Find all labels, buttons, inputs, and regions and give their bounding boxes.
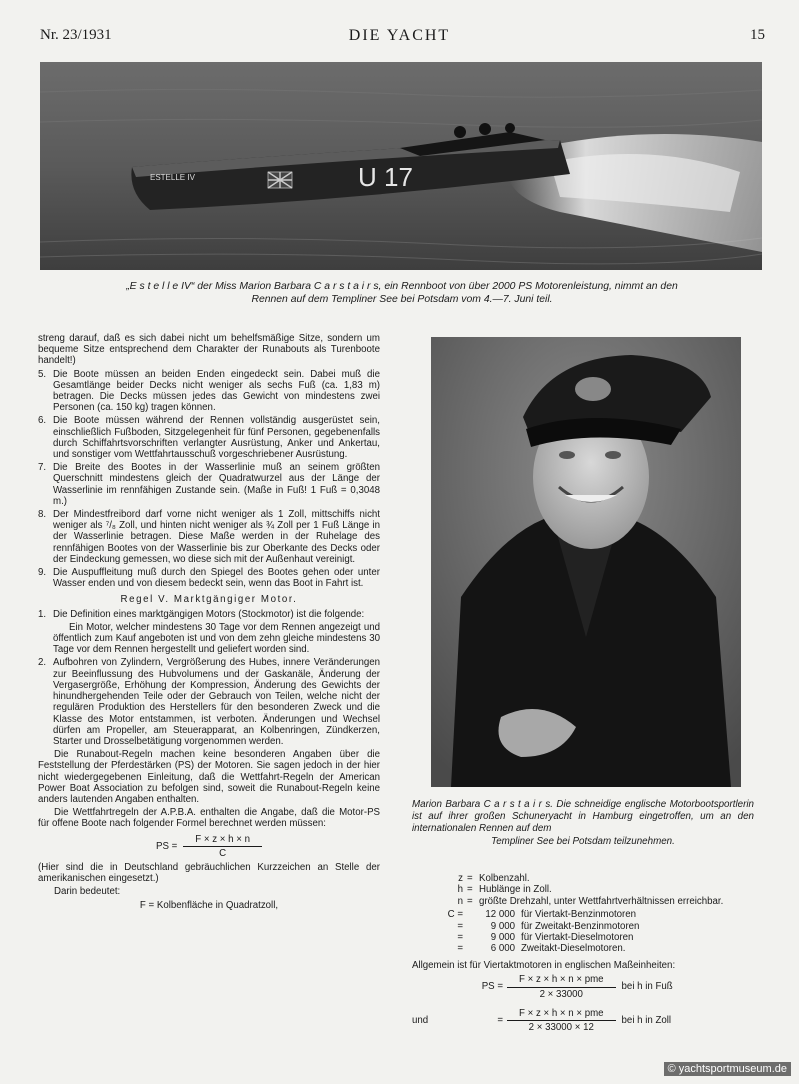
apba-paragraph: Die Wettfahrtregeln der A.P.B.A. enthalten die Angabe, daß die Motor-PS für offene Boote nach folgender Formel berechnet werden müssen: — [38, 807, 380, 830]
formula-lhs: PS = — [156, 840, 178, 852]
formula-fraction — [507, 974, 616, 1000]
rule-item — [38, 369, 380, 414]
constant-text: für Viertakt-Dieselmotoren — [521, 932, 634, 944]
constant-symbol: = — [457, 943, 463, 955]
portrait-caption-line-1: Marion Barbara C a r s t a i r s. Die schneidige englische Motorbootsportlerin ist auf ihrer großen Schuneryacht in Hamburg eingetroffen, um an den internationalen Rennen auf dem — [412, 799, 754, 835]
definition-quote: Ein Motor, welcher mindestens 30 Tage vor dem Rennen angezeigt und öffentlich zum Kauf angeboten ist und von dem zehn gleiche mindestens 30 Tage vor dem Rennen hergestellt und geliefert worden sind. — [53, 621, 380, 656]
right-text-column — [412, 873, 762, 1034]
constant-value: 6 000 — [490, 943, 515, 955]
formula-numerator: F × z × h × n — [183, 834, 262, 847]
formula-numerator: F × z × h × n × pme — [507, 974, 616, 987]
boat-caption-line-2: Rennen auf dem Templiner See bei Potsdam vom 4.—7. Juni teil. — [251, 294, 553, 305]
watermark: © yachtsportmuseum.de — [664, 1062, 791, 1076]
ps-formula — [38, 834, 380, 859]
formula-und: und — [412, 1015, 429, 1027]
rule-item — [38, 567, 380, 589]
magazine-title: DIE YACHT — [348, 27, 451, 44]
rule-item — [38, 415, 380, 460]
runabout-paragraph: Die Runabout-Regeln machen keine besonderen Angaben über die Feststellung der Pferdestärken (PS) der Motoren. Sie sagen jedoch in der hier nicht wiedergegebenen Einleitung, daß die Wettfahrt-Regeln der American Power Boat Association zu befolgen sind, soweit die Runabout-Regeln keine anders lautenden Angaben enthalten. — [38, 749, 380, 805]
rule-number: 5. — [38, 368, 47, 380]
left-text-column — [38, 333, 380, 913]
constant-value: 9 000 — [490, 932, 515, 944]
constant-row — [412, 932, 762, 943]
definition-symbol: h — [457, 884, 463, 896]
rule-number: 6. — [38, 415, 47, 427]
rule-item — [38, 462, 380, 507]
formula-eq: = — [497, 1015, 503, 1027]
motor-rule-item — [38, 657, 380, 747]
intro-paragraph: streng darauf, daß es sich dabei nicht um behelfsmäßige Sitze, sondern um bequeme Sitze entsprechend dem Charakter der Runabouts als Turenboote handelt!) — [38, 333, 380, 367]
rule-number: 7. — [38, 462, 47, 474]
rule-item — [38, 509, 380, 565]
ps-formula-feet — [412, 974, 762, 1000]
constant-row — [412, 943, 762, 954]
constant-symbol: = — [457, 932, 463, 944]
definition-row: h = Hublänge in Zoll. — [412, 884, 762, 895]
formula-fraction — [183, 834, 262, 859]
formula-denominator: C — [219, 847, 227, 859]
formula-numerator: F × z × h × n × pme — [507, 1008, 616, 1021]
boat-caption-line-1: „E s t e l l e IV“ der Miss Marion Barbara C a r s t a i r s, ein Rennboot von über 2000 PS Motorenleistung, nimmt an den — [126, 281, 678, 292]
constant-symbol: = — [457, 920, 463, 932]
hull-name-label: ESTELLE IV — [150, 173, 195, 182]
rule-number: 2. — [38, 657, 47, 669]
rule-number: 8. — [38, 509, 47, 521]
constant-row — [412, 909, 762, 920]
rule-number: 1. — [38, 608, 47, 620]
racing-boat-photo — [40, 62, 762, 270]
abbreviation-note: (Hier sind die in Deutschland gebräuchlichen Kurzzeichen an Stelle der amerikanischen eingesetzt.) — [38, 861, 380, 885]
constant-row — [412, 921, 762, 932]
constant-text: für Viertakt-Benzinmotoren — [521, 909, 637, 921]
formula-lhs: PS = — [481, 981, 503, 993]
rule-text: Die Definition eines marktgängigen Motors (Stockmotor) ist die folgende: — [53, 608, 365, 620]
ps-formula-inches — [412, 1008, 762, 1034]
formula-denominator: 2 × 33000 — [539, 988, 583, 1000]
definition-row: n = größte Drehzahl, unter Wettfahrtverhältnissen erreichbar. — [412, 896, 762, 907]
rule-text: Die Boote müssen während der Rennen vollständig ausgerüstet sein, einschließlich Fußboden, Sitzgelegenheit für fünf Personen, gegebenenfalls durch Schiffahrtsvorschriften verlangter Ausrüstung, Anker und Ankertau, und sonstiger vom Wettfahrtausschuß vorgeschriebener Ausrüstung. — [53, 415, 380, 461]
formula-note: bei h in Fuß — [621, 981, 673, 993]
definition-text: größte Drehzahl, unter Wettfahrtverhältnissen erreichbar. — [479, 895, 724, 907]
portrait-photo — [431, 337, 741, 787]
rule-text: Aufbohren von Zylindern, Vergrößerung des Hubes, innere Veränderungen zur Beeinflussung des Hubvolumens und der Gaskanäle, Änderung der Vergasergröße, Erhöhung der Kompression, Änderung des Gewichts der hinundhergehenden Teile oder der Gebrauch von Teilen, welche nicht der regulären Produktion des Herstellers für den besonderen Zweck und die Klasse des Motor entstammen, ist verboten. Änderungen und Wechsel dürfen am Propeller, am Steuerapparat, an Kolbenringen, Zündkerzen, Starter und Drosselbetätigung vorgenommen werden. — [53, 657, 380, 747]
portrait-caption — [412, 799, 754, 848]
definition-text: Hublänge in Zoll. — [479, 884, 552, 896]
rule-text: Der Mindestfreibord darf vorne nicht weniger als 1 Zoll, mittschiffs nicht weniger als ⁷/₈ Zoll, und hinten nicht weniger als ¾ Zoll per 1 Fuß Länge in der Wasserlinie betragen. Diese Maße werden in der Ruhelage des rennfähigen Bootes von der Wasserlinie bis zur Oberkante des Decks oder der Eindeckung gemessen, wo diese sich mit der Außenhaut vereinigt. — [53, 509, 380, 565]
rule-number: 9. — [38, 567, 47, 579]
portrait-caption-line-2: Templiner See bei Potsdam teilzunehmen. — [491, 835, 675, 847]
darin-label: Darin bedeutet: — [54, 886, 121, 898]
motor-rule-item — [38, 609, 380, 620]
rule-text: Die Auspuffleitung muß durch den Spiegel des Bootes gehen oder unter Wasser enden und von diesem bedeckt sein, wenn das Boot in Fahrt ist. — [53, 567, 380, 590]
issue-number: Nr. 23/1931 — [40, 27, 112, 43]
rule-text: Die Breite des Bootes in der Wasserlinie muß an seinem größten Querschnitt mindestens gleich der Quadratwurzel aus der Länge der Wasserlinie im rennfähigen Zustande sein. (Maße in Fuß! 1 Fuß = 0,3048 m.) — [53, 462, 380, 507]
formula-note: bei h in Zoll — [621, 1015, 672, 1027]
constant-value: 9 000 — [490, 920, 515, 932]
boat-photo-caption — [48, 280, 756, 306]
general-formula-intro: Allgemein ist für Viertaktmotoren in englischen Maßeinheiten: — [412, 959, 676, 971]
rule-text: Die Boote müssen an beiden Enden eingedeckt sein. Dabei muß die Gesamtlänge beider Decks nicht weniger als sechs Fuß (ca. 1,83 m) betragen. Die Decks müssen jedes das Gewicht von mindestens zwei Personen (ca. 150 kg) tragen können. — [53, 368, 380, 414]
definition-row: z = Kolbenzahl. — [412, 873, 762, 884]
definition-symbol: n — [457, 895, 463, 907]
constant-symbol: C = — [447, 909, 463, 921]
section-heading: Regel V. Marktgängiger Motor. — [120, 594, 298, 606]
constant-value: 12 000 — [485, 909, 515, 921]
constant-text: Zweitakt-Dieselmotoren. — [521, 943, 626, 955]
definition-symbol: z — [458, 873, 463, 884]
formula-fraction — [507, 1008, 616, 1034]
definition-text: Kolbenzahl. — [479, 873, 530, 884]
constant-text: für Zweitakt-Benzinmotoren — [521, 920, 640, 932]
formula-denominator: 2 × 33000 × 12 — [528, 1022, 594, 1034]
definition-F: F = Kolbenfläche in Quadratzoll, — [139, 899, 279, 911]
sail-number-label: U 17 — [358, 162, 413, 192]
page-number: 15 — [750, 27, 765, 43]
